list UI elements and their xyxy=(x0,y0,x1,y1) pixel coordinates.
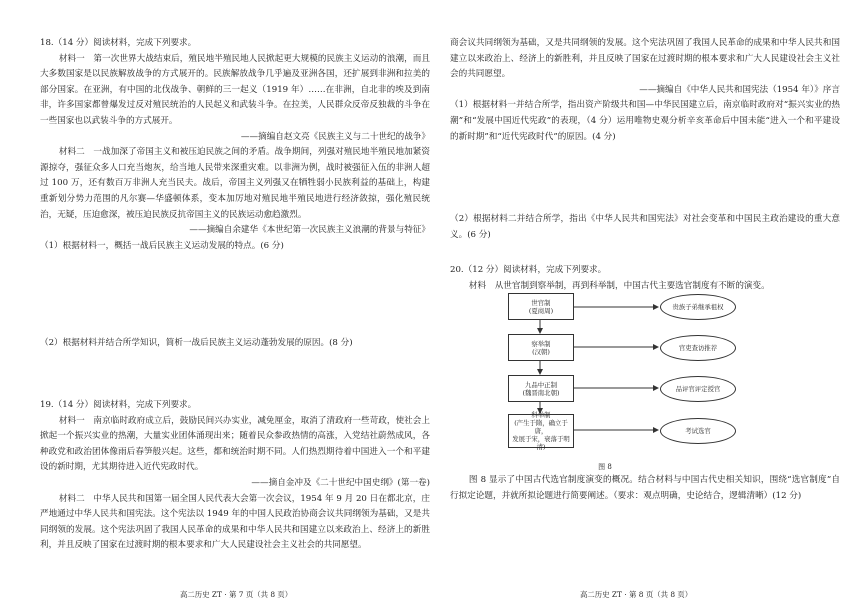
question-19 xyxy=(40,398,430,551)
q18-title: 18.（14 分）阅读材料，完成下列要求。 xyxy=(40,38,197,48)
q18-material-1: 材料一 第一次世界大战结束后，殖民地半殖民地人民掀起更大规模的民族主义运动的浪潮，而且大多数国家是以民族解放战争的方式展开的。民族解放战争几乎遍及亚洲各国，还扩展到非洲和拉美的部分国家。在亚洲，有中国的北伐战争、朝鲜的三一起义（1919 年）……在非洲，自北非的埃及到南非，许多国家都曾爆发过反对殖民统治的人民起义和武装斗争。在拉美，人民群众反帝反独裁的斗争在一些国家也以武装斗争的方式展开。 xyxy=(40,53,430,126)
stage-era-2: 发展于宋，衰落于明清) xyxy=(512,435,570,451)
q19-sub-2: （2）根据材料二并结合所学，指出《中华人民共和国宪法》对社会变革和中国民主政治建设的重大意义。(6 分) xyxy=(450,214,840,240)
footer-page-7: 高二历史 ZT · 第 7 页（共 8 页） xyxy=(180,590,293,599)
q18-material-2: 材料二 一战加深了帝国主义和被压迫民族之间的矛盾。战争期间，列强对殖民地半殖民地加紧资源掠夺，强征众多人口充当炮灰，给当地人民带来深重灾难。以非洲为例，战时被强征入伍的非洲人超过 100 万，还有数百万非洲人充当民夫。战后，帝国主义列强又在牺牲弱小民族利益的基础上，构建重新划分势力范围的凡尔赛—华盛顿体系，变本加厉地对殖民地半殖民地进行经济敛掠，强化殖民统治，无疑，压迫愈深，被压迫民族反抗帝国主义的民族运动愈趋激烈。 xyxy=(40,147,430,220)
figure-label: 图 8 xyxy=(598,463,612,471)
q20-intro: 材料 从世官制到察举制，再到科举制，中国古代主要选官制度有不断的演变。 xyxy=(468,280,770,291)
question-18 xyxy=(40,36,430,254)
q19-material-1-source: ——摘自金冲及《二十世纪中国史纲》(第一卷) xyxy=(251,477,430,488)
stage-name: 察举制 xyxy=(531,339,551,348)
q18-material-1-source: ——摘编自赵文亮《民族主义与二十世纪的战争》 xyxy=(240,131,430,142)
q19-material-1: 材料一 南京临时政府成立后，鼓励民间兴办实业，减免厘金，取消了清政府一些苛政，使社会上掀起一个振兴实业的热潮，大量实业团体涌现出来；随着民众参政热情的高涨，入党结社蔚然成风，各种政党和政治团体像雨后春笋般兴起。这些，都和统治时期不同。人们热烈期待着中国进入一个和平建设的新时期，尤其期待进入近代宪政时代。 xyxy=(40,415,430,473)
q18-sub-2: （2）根据材料并结合所学知识，简析一战后民族主义运动蓬勃发展的原因。(8 分) xyxy=(40,338,353,348)
footer-page-8: 高二历史 ZT · 第 8 页（共 8 页） xyxy=(580,590,693,599)
q19-material-2-continued: 商会议共同纲领为基础，又是共同纲领的发展。这个宪法巩固了我国人民革命的成果和中华人民共和国建立以来政治上、经济上的新胜利，并且反映了国家在过渡时期的根本要求和广大人民建设社会主义社会的共同愿望。 xyxy=(450,38,840,80)
stage-box-shiguan xyxy=(508,293,574,320)
q18-sub-1: （1）根据材料一，概括一战后民族主义运动发展的特点。(6 分) xyxy=(40,240,284,251)
stage-box-jiupin xyxy=(508,375,574,402)
method-oval-rating: 品评官评定授官 xyxy=(660,376,736,402)
method-oval-exam: 考试选官 xyxy=(660,418,736,444)
q20-title: 20.（12 分）阅读材料，完成下列要求。 xyxy=(450,265,607,275)
q19-material-2-source: ——摘编自《中华人民共和国宪法（1954 年）》序言 xyxy=(639,84,840,95)
question-20 xyxy=(450,263,840,294)
selection-system-flowchart xyxy=(508,293,768,463)
stage-era: (汉朝) xyxy=(532,347,550,356)
stage-name: 九品中正制 xyxy=(525,380,557,389)
stage-era: (产生于隋，确立于唐， xyxy=(514,419,568,435)
stage-era: (夏商周) xyxy=(528,306,554,315)
stage-box-chaju xyxy=(508,334,574,361)
q18-material-2-source: ——摘编自余建华《本世纪第一次民族主义浪潮的背景与特征》 xyxy=(189,225,430,236)
stage-box-keju xyxy=(508,411,574,451)
method-oval-recommendation: 官吏查访推荐 xyxy=(660,335,736,361)
q20-task: 图 8 显示了中国古代选官制度演变的概况。结合材料与中国古代史相关知识，围绕“选官制度”自行拟定论题，并就所拟论题进行简要阐述。（要求：观点明确，史论结合，逻辑清晰）(12 分) xyxy=(450,475,840,501)
method-oval-inheritance: 贵族子弟继承祖权 xyxy=(660,294,736,320)
q19-sub-1: （1）根据材料一并结合所学，指出资产阶级共和国—中华民国建立后，南京临时政府对“振兴实业的热潮”和“发展中国近代宪政”的表现，（4 分）运用唯物史观分析辛亥革命后中国未能“进入一个和平建设的新时期”和“近代宪政时代”的原因。(4 分) xyxy=(450,100,840,142)
q19-title: 19.（14 分）阅读材料，完成下列要求。 xyxy=(40,400,197,410)
stage-name: 科举制 xyxy=(531,411,551,419)
stage-name: 世官制 xyxy=(531,298,551,307)
q19-continued xyxy=(450,36,840,145)
q19-material-2: 材料二 中华人民共和国第一届全国人民代表大会第一次会议，1954 年 9 月 20 日在都北京，庄严地通过中华人民共和国宪法。这个宪法以 1949 年的中国人民政治协商会议共同纲领为基础，又是共同纲领的发展。这个宪法巩固了我国人民革命的成果和中华人民共和国建立以来政治上、经济上的新胜利，并且反映了国家在过渡时期的根本要求和广大人民建设社会主义社会的共同愿望。 xyxy=(40,493,430,551)
stage-era: (魏晋南北朝) xyxy=(522,388,560,397)
